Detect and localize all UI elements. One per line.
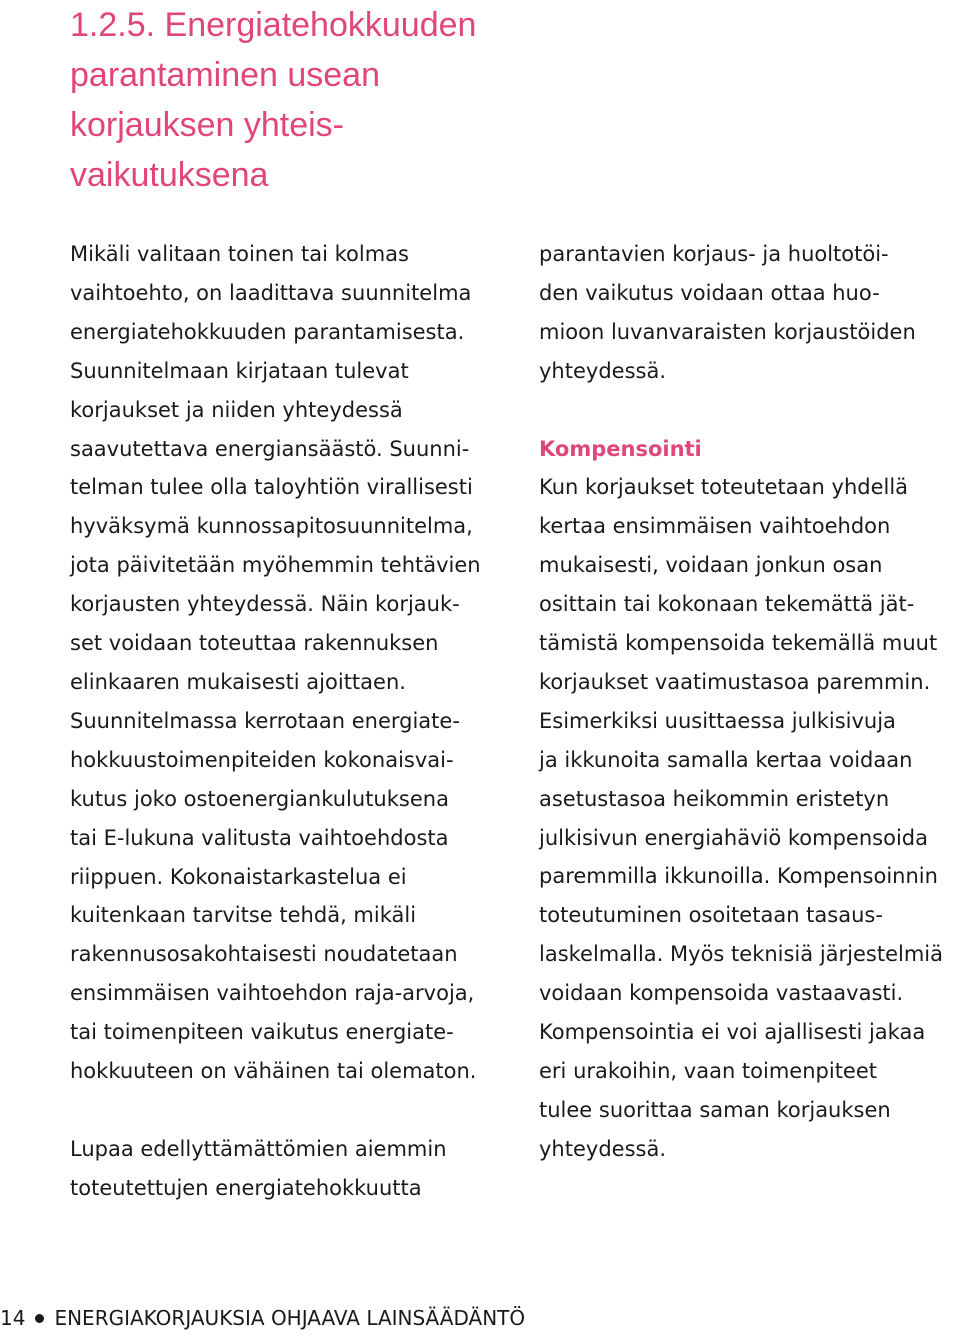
text-line: jota päivitetään myöhemmin tehtävien [70, 553, 481, 578]
text-line: Suunnitelmassa kerrotaan energiate- [70, 708, 460, 733]
subheading-kompensointi: Kompensointi [539, 436, 702, 461]
text-line: ensimmäisen vaihtoehdon raja-arvoja, [70, 981, 475, 1006]
text-line: kutus joko ostoenergiankulutuksena [70, 786, 449, 811]
heading-line: parantaminen usean [70, 56, 381, 94]
text-line: hyväksymä kunnossapitosuunnitelma, [70, 514, 473, 539]
text-line: kertaa ensimmäisen vaihtoehdon [539, 514, 891, 539]
text-line: saavutettava energiansäästö. Suunni- [70, 436, 470, 461]
text-line: yhteydessä. [539, 358, 666, 383]
text-line: tämistä kompensoida tekemällä muut [539, 631, 938, 656]
right-column [539, 235, 960, 1169]
text-line: toteutettujen energiatehokkuutta [70, 1175, 422, 1200]
paragraph-gap [70, 1091, 510, 1130]
text-line: den vaikutus voidaan ottaa huo- [539, 280, 880, 305]
left-paragraph-2 [70, 1130, 510, 1208]
text-line: osittain tai kokonaan tekemättä jät- [539, 592, 915, 617]
text-line: yhteydessä. [539, 1136, 666, 1161]
text-line: kuitenkaan tarvitse tehdä, mikäli [70, 903, 417, 928]
footer-title: ENERGIAKORJAUKSIA OHJAAVA LAINSÄÄDÄNTÖ [54, 1306, 526, 1330]
text-line: Esimerkiksi uusittaessa julkisivuja [539, 708, 896, 733]
text-line: toteutuminen osoitetaan tasaus- [539, 903, 883, 928]
text-line: Kompensointia ei voi ajallisesti jakaa [539, 1020, 926, 1045]
text-line: mioon luvanvaraisten korjaustöiden [539, 319, 916, 344]
text-line: korjausten yhteydessä. Näin korjauk- [70, 592, 460, 617]
text-line: julkisivun energiahäviö kompensoida [539, 825, 928, 850]
text-line: voidaan kompensoida vastaavasti. [539, 981, 904, 1006]
text-line: energiatehokkuuden parantamisesta. [70, 319, 465, 344]
left-column [70, 235, 510, 1208]
section-heading [70, 0, 490, 200]
text-line: elinkaaren mukaisesti ajoittaen. [70, 669, 406, 694]
heading-line: 1.2.5. Energiatehokkuuden [70, 6, 477, 44]
heading-line: vaikutuksena [70, 156, 269, 194]
paragraph-gap [539, 391, 960, 430]
text-line: eri urakoihin, vaan toimenpiteet [539, 1059, 877, 1084]
left-paragraph-1 [70, 235, 510, 1091]
text-line: tai E-lukuna valitusta vaihtoehdosta [70, 825, 449, 850]
right-paragraph-2 [539, 468, 960, 1168]
page-footer [0, 1300, 525, 1336]
text-line: korjaukset vaatimustasoa paremmin. [539, 669, 931, 694]
text-line: korjaukset ja niiden yhteydessä [70, 397, 403, 422]
text-line: paremmilla ikkunoilla. Kompensoinnin [539, 864, 938, 889]
text-line: riippuen. Kokonaistarkastelua ei [70, 864, 407, 889]
text-line: vaihtoehto, on laadittava suunnitelma [70, 280, 472, 305]
text-line: Mikäli valitaan toinen tai kolmas [70, 242, 409, 266]
text-line: Kun korjaukset toteutetaan yhdellä [539, 475, 909, 500]
right-paragraph-1 [539, 235, 960, 391]
text-line: Lupaa edellyttämättömien aiemmin [70, 1136, 447, 1161]
text-line: telman tulee olla taloyhtiön virallisesti [70, 475, 473, 500]
text-line: laskelmalla. Myös teknisiä järjestelmiä [539, 942, 943, 967]
text-line: tulee suorittaa saman korjauksen [539, 1097, 891, 1122]
text-line: rakennusosakohtaisesti noudatetaan [70, 942, 458, 967]
text-line: hokkuuteen on vähäinen tai olematon. [70, 1059, 477, 1084]
heading-line: korjauksen yhteis- [70, 106, 345, 144]
text-line: ja ikkunoita samalla kertaa voidaan [539, 747, 913, 772]
page-number: 14 [0, 1306, 26, 1330]
text-line: parantavien korjaus- ja huoltotöi- [539, 242, 889, 266]
text-line: asetustasoa heikommin eristetyn [539, 786, 890, 811]
text-line: Suunnitelmaan kirjataan tulevat [70, 358, 409, 383]
text-line: tai toimenpiteen vaikutus energiate- [70, 1020, 454, 1045]
text-line: mukaisesti, voidaan jonkun osan [539, 553, 883, 578]
text-line: set voidaan toteuttaa rakennuksen [70, 631, 439, 656]
text-line: hokkuustoimenpiteiden kokonaisvai- [70, 747, 454, 772]
bullet-dot-icon [35, 1314, 44, 1323]
